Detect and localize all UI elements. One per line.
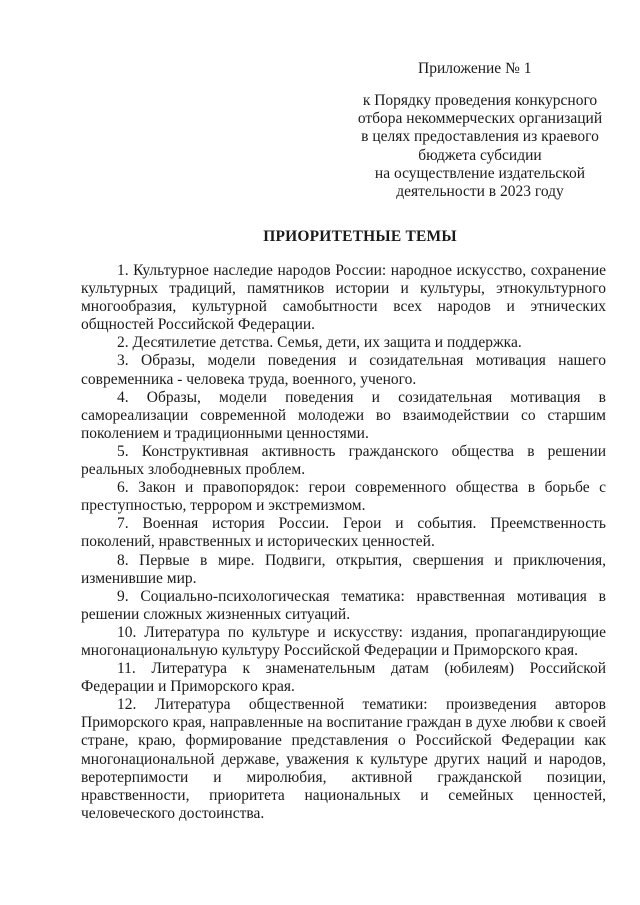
topic-item: 7. Военная история России. Герои и события. Преемственность поколений, нравственных и исторических ценностей. (81, 515, 606, 551)
appendix-reference-line: на осуществление издательской (374, 164, 586, 182)
appendix-reference-line: в целях предоставления из краевого (361, 128, 599, 146)
document-title: ПРИОРИТЕТНЫЕ ТЕМЫ (263, 228, 457, 245)
appendix-reference-line: бюджета субсидии (418, 146, 542, 164)
topic-item: 1. Культурное наследие народов России: народное искусство, сохранение культурных традиций, памятников истории и культуры, этнокультурного многообразия, культурной самобытности всех народов и этнических общностей Российской Федерации. (81, 262, 606, 334)
topic-item: 11. Литература к знаменательным датам (юбилеям) Российской Федерации и Приморского края. (81, 660, 606, 696)
topic-item: 10. Литература по культуре и искусству: издания, пропагандирующие многонациональную культуру Российской Федерации и Приморского края. (81, 623, 606, 659)
appendix-reference-line: деятельности в 2023 году (396, 183, 564, 201)
topic-item: 3. Образы, модели поведения и созидательная мотивация нашего современника - человека труда, военного, ученого. (81, 352, 606, 388)
appendix-number: Приложение № 1 (418, 60, 532, 77)
topic-item: 6. Закон и правопорядок: герои современного общества в борьбе с преступностью, террором и экстремизмом. (81, 479, 606, 515)
appendix-reference (330, 92, 630, 201)
priority-topics-list (81, 262, 606, 823)
appendix-reference-line: к Порядку проведения конкурсного (362, 92, 598, 109)
topic-item: 5. Конструктивная активность гражданского общества в решении реальных злободневных проблем. (81, 442, 606, 479)
topic-item: 2. Десятилетие детства. Семья, дети, их защита и поддержка. (117, 334, 522, 352)
topic-item: 4. Образы, модели поведения и созидательная мотивация в самореализации современной молодежи во взаимодействии со старшим поколением и традиционными ценностями. (81, 388, 606, 442)
appendix-reference-line: отбора некоммерческих организаций (357, 110, 603, 128)
topic-item: 8. Первые в мире. Подвиги, открытия, свершения и приключения, изменившие мир. (81, 551, 606, 587)
topic-item: 12. Литература общественной тематики: произведения авторов Приморского края, направленные на воспитание граждан в духе любви к своей стране, краю, формирование представления о Российской Федерации как многонациональной державе, уважения к культуре других наций и народов, веротерпимости и миролюбия, активной гражданской позиции, нравственности, приоритета национальных и семейных ценностей, человеческого достоинства. (81, 696, 606, 822)
topic-item: 9. Социально-психологическая тематика: нравственная мотивация в решении сложных жизненных ситуаций. (81, 587, 606, 623)
